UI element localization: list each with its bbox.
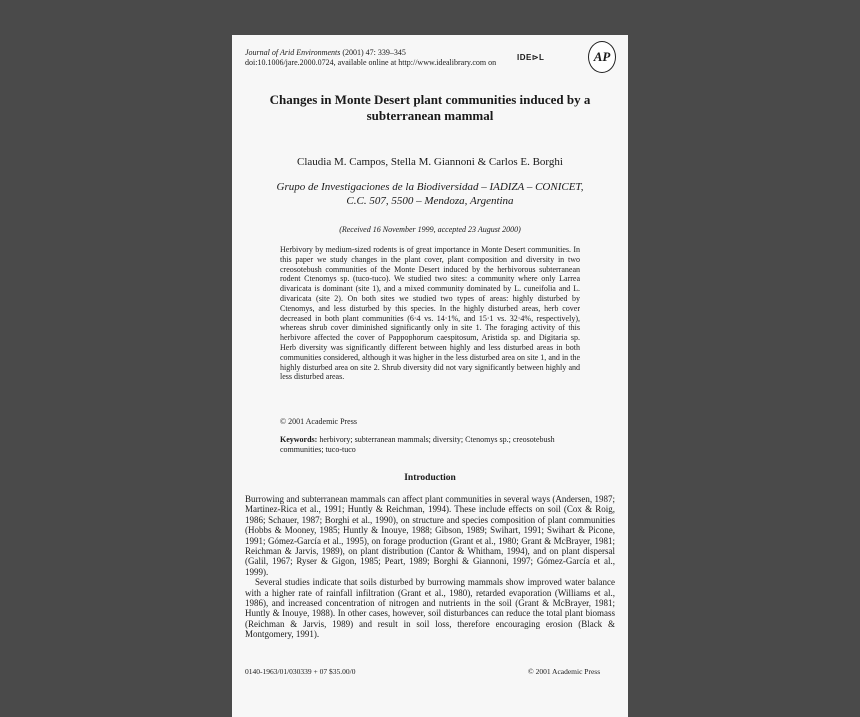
keywords-label: Keywords: bbox=[280, 435, 318, 444]
ideal-logo: IDE⊳L bbox=[517, 53, 545, 62]
copyright-notice: © 2001 Academic Press bbox=[280, 417, 357, 426]
body-text bbox=[245, 494, 615, 640]
doi-line: doi:10.1006/jare.2000.0724, available online at http://www.idealibrary.com on bbox=[245, 57, 497, 67]
academic-press-logo: AP bbox=[588, 41, 616, 73]
abstract: Herbivory by medium-sized rodents is of great importance in Monte Desert communities. In this paper we study changes in the plant cover, plant composition and diversity in two creosotebush communities of the Monte Desert induced by the herbivorous subterranean rodent Ctenomys sp. (tuco-tuco). We studied two sites: a community where only Larrea divaricata is dominant (site 1), and a mixed community dominated by L. cuneifolia and L. divaricata (site 2). On both sites we studied two types of areas: highly disturbed by Ctenomys, and less disturbed by this species. In the highly disturbed areas, herb cover decreased in both plant communities (6·4 vs. 14·1%, and 15·1 vs. 32·4%, respectively), whereas shrub cover diminished significantly only in site 1. The foraging activity of this herbivore affected the cover of Pappophorum caespitosum, Aristida sp. and Digitaria sp. Herb diversity was significantly different between highly and less disturbed areas in both communities considered, although it was higher in the less disturbed area on site 1, and in the highly disturbed area on site 2. Shrub diversity did not vary significantly between highly and less disturbed areas. bbox=[280, 245, 580, 382]
footer-issn: 0140-1963/01/030339 + 07 $35.00/0 bbox=[245, 667, 356, 676]
affiliation bbox=[252, 180, 608, 208]
keywords bbox=[280, 435, 580, 455]
affiliation-line-2: C.C. 507, 5500 – Mendoza, Argentina bbox=[346, 195, 514, 207]
paper-title: Changes in Monte Desert plant communities induced by a subterranean mammal bbox=[269, 92, 591, 123]
section-heading: Introduction bbox=[404, 473, 456, 483]
paragraph: Several studies indicate that soils disturbed by burrowing mammals show improved water balance with a higher rate of rainfall infiltration (Grant et al., 1980), retarded evaporation (Williams et al., 1986), and increased concentration of nitrogen and nutrients in the soil (Grant & McBrayer, 1981; Huntly & Inouye, 1988). In other cases, however, soil disturbances can reduce the total plant biomass (Reichman & Jarvis, 1989) and result in soil loss, therefore encouraging erosion (Black & Montgomery, 1991). bbox=[245, 577, 615, 640]
journal-header bbox=[245, 48, 545, 67]
paragraph: Burrowing and subterranean mammals can affect plant communities in several ways (Andersen, 1987; Martinez-Rica et al., 1991; Huntly & Reichman, 1994). These include effects on soil (Cox & Roig, 1986; Schauer, 1987; Borghi et al., 1990), on structure and species composition of plant communities (Hobbs & Mooney, 1985; Huntly & Inouye, 1988; Gibson, 1989; Swihart, 1991; Swihart & Picone, 1991; Gómez-García et al., 1995), on forage production (Grant et al., 1980; Grant & McBrayer, 1981; Reichman & Jarvis, 1989), on plant distribution (Cantor & Whitham, 1994), and on plant dispersal (Galil, 1967; Ryser & Gigon, 1985; Peart, 1989; Borghi & Giannoni, 1997; Gómez-García et al., 1999). bbox=[245, 494, 615, 577]
journal-citation: (2001) 47: 339–345 bbox=[342, 48, 406, 57]
keywords-text: herbivory; subterranean mammals; diversity; Ctenomys sp.; creosotebush communities; tuco-tuco bbox=[280, 435, 555, 454]
footer-copyright: © 2001 Academic Press bbox=[528, 667, 601, 676]
received-dates: (Received 16 November 1999, accepted 23 August 2000) bbox=[339, 225, 521, 234]
authors: Claudia M. Campos, Stella M. Giannoni & Carlos E. Borghi bbox=[297, 156, 563, 168]
paper-page bbox=[232, 35, 628, 717]
affiliation-line-1: Grupo de Investigaciones de la Biodiversidad – IADIZA – CONICET, bbox=[276, 181, 584, 193]
journal-name: Journal of Arid Environments bbox=[245, 48, 341, 57]
